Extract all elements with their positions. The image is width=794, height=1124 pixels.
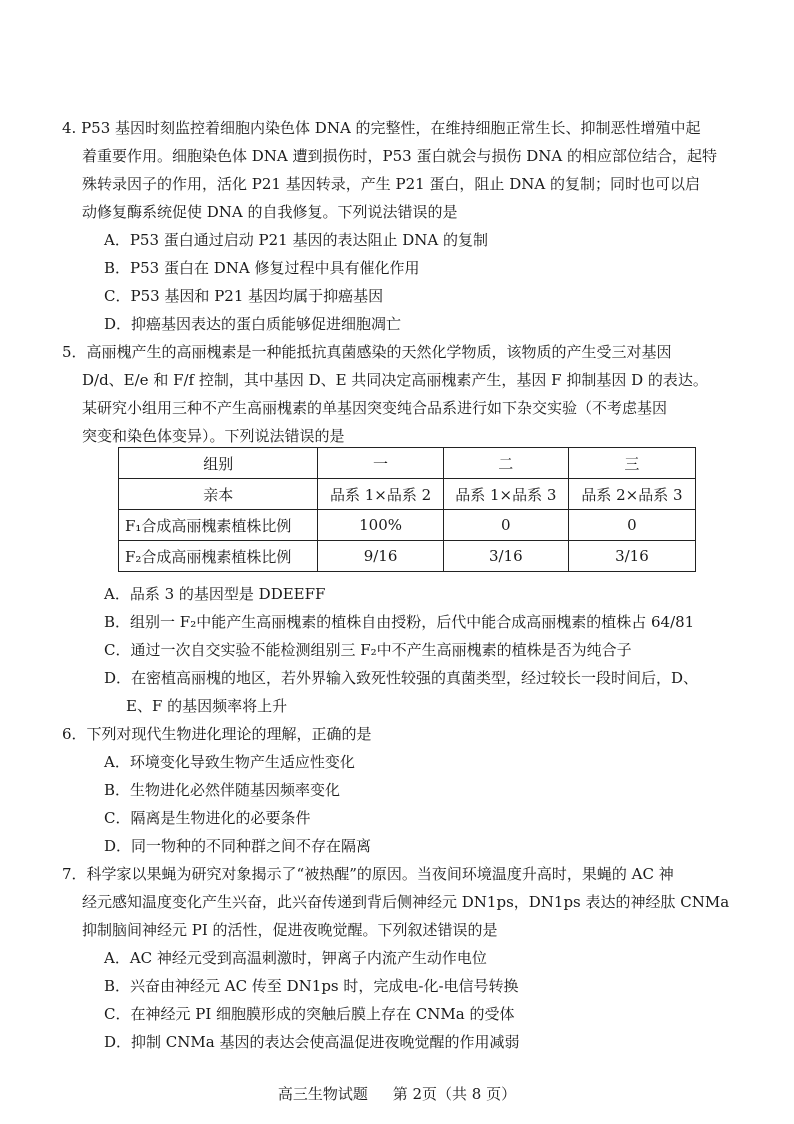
question-5-option-c: C．通过一次自交实验不能检测组别三 F₂中不产生高丽槐素的植株是否为纯合子 (104, 641, 632, 659)
table-cell: 3/16 (568, 541, 695, 572)
table-cell: 一 (318, 448, 443, 479)
question-7-stem-line-3: 抑制脑间神经元 PI 的活性，促进夜晚觉醒。下列叙述错误的是 (82, 921, 498, 939)
table-cell: 三 (568, 448, 695, 479)
page-footer (0, 1082, 794, 1106)
table-cell: 0 (568, 510, 695, 541)
table-cell: F₁合成高丽槐素植株比例 (119, 510, 318, 541)
question-4 (62, 114, 752, 338)
table-row (119, 541, 696, 572)
cross-experiment-table (118, 447, 696, 572)
question-7 (62, 860, 752, 1056)
question-4-stem-line-4: 动修复酶系统促使 DNA 的自我修复。下列说法错误的是 (82, 203, 458, 221)
table-cell: 0 (443, 510, 568, 541)
table-cell: 二 (443, 448, 568, 479)
table-cell: 品系 1×品系 2 (318, 479, 443, 510)
question-5-option-d-continued: E、F 的基因频率将上升 (126, 697, 288, 715)
table-cell: 组别 (119, 448, 318, 479)
footer-subject: 高三生物试题 (277, 1085, 368, 1103)
question-4-option-b: B．P53 蛋白在 DNA 修复过程中具有催化作用 (104, 259, 420, 277)
question-7-stem-line-2: 经元感知温度变化产生兴奋，此兴奋传递到背后侧神经元 DN1ps，DN1ps 表达的神经肽 CNMa (82, 893, 730, 911)
question-6-option-a: A．环境变化导致生物产生适应性变化 (104, 753, 355, 771)
table-cell: 9/16 (318, 541, 443, 572)
question-5-option-b: B．组别一 F₂中能产生高丽槐素的植株自由授粉，后代中能合成高丽槐素的植株占 64/81 (104, 613, 695, 631)
table-cell: 100% (318, 510, 443, 541)
question-7-stem-line-1: 7．科学家以果蝇为研究对象揭示了“被热醒”的原因。当夜间环境温度升高时，果蝇的 AC 神 (62, 865, 674, 883)
question-4-stem-line-2: 着重要作用。细胞染色体 DNA 遭到损伤时，P53 蛋白就会与损伤 DNA 的相应部位结合，起特 (82, 147, 717, 165)
question-5-option-d: D．在密植高丽槐的地区，若外界输入致死性较强的真菌类型，经过较长一段时间后，D、 (104, 669, 699, 687)
table-row (119, 510, 696, 541)
question-5-stem-line-4: 突变和染色体变异）。下列说法错误的是 (82, 427, 345, 445)
table-cell: 3/16 (443, 541, 568, 572)
question-4-stem-line-1: 4. P53 基因时刻监控着细胞内染色体 DNA 的完整性，在维持细胞正常生长、抑制恶性增殖中起 (62, 119, 701, 137)
question-4-stem-line-3: 殊转录因子的作用，活化 P21 基因转录，产生 P21 蛋白，阻止 DNA 的复制；同时也可以启 (82, 175, 700, 193)
question-5 (62, 338, 752, 450)
question-5-option-a: A．品系 3 的基因型是 DDEEFF (104, 585, 326, 603)
table-cell: 品系 2×品系 3 (568, 479, 695, 510)
footer-page-number: 第 2页（共 8 页） (392, 1085, 517, 1103)
question-5-options (62, 580, 752, 720)
question-6 (62, 720, 752, 860)
question-6-option-b: B．生物进化必然伴随基因频率变化 (104, 781, 341, 799)
question-6-stem: 6．下列对现代生物进化理论的理解，正确的是 (62, 725, 372, 743)
question-7-option-b: B．兴奋由神经元 AC 传至 DN1ps 时，完成电-化-电信号转换 (104, 977, 519, 995)
question-6-option-c: C．隔离是生物进化的必要条件 (104, 809, 311, 827)
question-6-option-d: D．同一物种的不同种群之间不存在隔离 (104, 837, 372, 855)
question-5-stem-line-2: D/d、E/e 和 F/f 控制，其中基因 D、E 共同决定高丽槐素产生，基因 F 抑制基因 D 的表达。 (82, 371, 708, 389)
table-row (119, 448, 696, 479)
question-4-option-d: D．抑癌基因表达的蛋白质能够促进细胞凋亡 (104, 315, 402, 333)
question-4-option-c: C．P53 基因和 P21 基因均属于抑癌基因 (104, 287, 384, 305)
table-row (119, 479, 696, 510)
table-cell: 品系 1×品系 3 (443, 479, 568, 510)
table-cell: F₂合成高丽槐素植株比例 (119, 541, 318, 572)
question-7-option-a: A．AC 神经元受到高温刺激时，钾离子内流产生动作电位 (104, 949, 487, 967)
question-5-stem-line-3: 某研究小组用三种不产生高丽槐素的单基因突变纯合品系进行如下杂交实验（不考虑基因 (82, 399, 668, 417)
table-cell: 亲本 (119, 479, 318, 510)
question-4-option-a: A．P53 蛋白通过启动 P21 基因的表达阻止 DNA 的复制 (104, 231, 489, 249)
question-7-option-c: C．在神经元 PI 细胞膜形成的突触后膜上存在 CNMa 的受体 (104, 1005, 515, 1023)
question-5-stem-line-1: 5．高丽槐产生的高丽槐素是一种能抵抗真菌感染的天然化学物质，该物质的产生受三对基因 (62, 343, 672, 361)
question-7-option-d: D．抑制 CNMa 基因的表达会使高温促进夜晚觉醒的作用减弱 (104, 1033, 520, 1051)
